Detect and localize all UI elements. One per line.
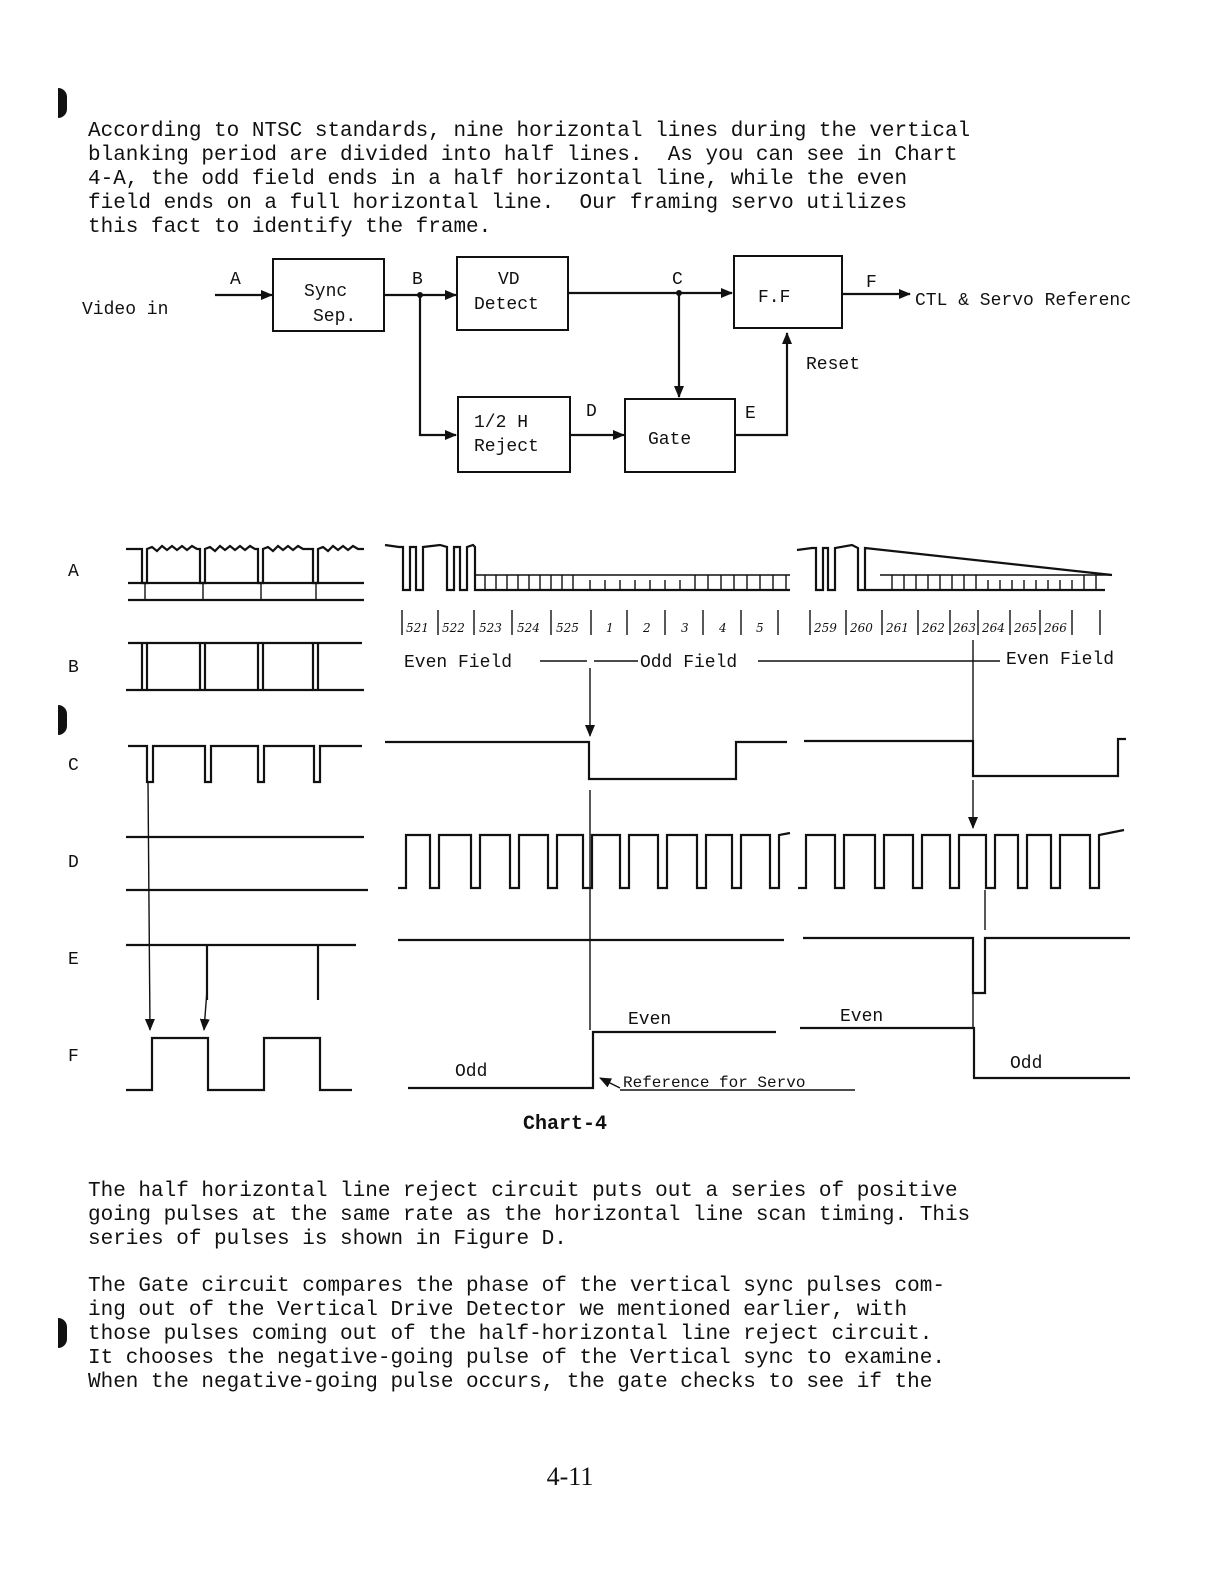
wave-b-left-pulses	[142, 643, 318, 690]
reset-label: Reset	[806, 355, 861, 375]
line-num-522: 522	[442, 621, 465, 635]
node-e-label: E	[745, 404, 756, 424]
vd-detect-label-1: VD	[498, 270, 520, 290]
line-num-265: 265	[1014, 621, 1037, 635]
f-odd-left-label: Odd	[455, 1062, 488, 1082]
wave-c-left	[128, 746, 362, 782]
wave-d-right-1	[398, 833, 790, 888]
reference-arrow	[600, 1078, 620, 1088]
gate-label: Gate	[648, 430, 692, 450]
node-a-label: A	[230, 270, 241, 290]
node-f-label: F	[866, 273, 877, 293]
wire-e-reset	[735, 333, 787, 435]
block-diagram	[82, 256, 1131, 472]
wave-d-right-2	[798, 830, 1124, 888]
line-num-266: 266	[1044, 621, 1067, 635]
paragraph-gate-circuit: The Gate circuit compares the phase of the vertical sync pulses com- ing out of the Vertical Drive Detector we mentioned earlier, with those pulses coming out of the half-horizontal line reject circuit. It chooses the negative-going pulse of the Vertical sync to examine. When the negative-going pulse occurs, the gate checks to see if the	[88, 1275, 945, 1394]
f-even-right-label: Even	[840, 1007, 884, 1027]
intro-paragraph: According to NTSC standards, nine horizontal lines during the vertical blanking period are divided into half lines. As you can see in Chart 4-A, the odd field ends in a half horizontal line, while the even field ends on a full horizontal line. Our framing servo utilizes this fact to identify the frame.	[88, 120, 971, 239]
wave-e-right-2	[803, 938, 1130, 993]
video-in-label: Video in	[82, 300, 169, 320]
line-num-524: 524	[517, 621, 540, 635]
row-label-f: F	[68, 1047, 79, 1067]
line-num-259: 259	[814, 621, 837, 635]
line-num-525: 525	[556, 621, 579, 635]
wave-c-right-1	[385, 742, 787, 779]
node-b-label: B	[412, 270, 423, 290]
wave-a-right-1-ticks	[475, 575, 790, 590]
sync-sep-label-2: Sep.	[313, 307, 357, 327]
node-d-label: D	[586, 402, 597, 422]
sync-sep-label-1: Sync	[304, 282, 348, 302]
line-num-523: 523	[479, 621, 502, 635]
field-even-right-label: Even Field	[1006, 650, 1115, 670]
wave-a-right-2-ticks	[880, 575, 1112, 590]
arrow-e-to-f-2	[204, 990, 207, 1030]
wave-a-right-2	[797, 545, 1112, 590]
ff-label: F.F	[758, 288, 791, 308]
wave-f-right-2	[800, 1028, 1130, 1078]
wave-a-right-1	[385, 545, 790, 590]
output-label: CTL & Servo Referenc	[915, 291, 1132, 311]
chart-caption: Chart-4	[523, 1113, 608, 1136]
line-num-4: 4	[719, 621, 727, 635]
wave-a-left	[126, 546, 364, 583]
row-label-e: E	[68, 950, 79, 970]
reference-label: Reference for Servo	[623, 1074, 806, 1092]
line-num-5: 5	[756, 621, 764, 635]
row-label-d: D	[68, 853, 79, 873]
line-num-521: 521	[406, 621, 429, 635]
line-num-264: 264	[982, 621, 1005, 635]
wire-b-down	[420, 295, 456, 435]
half-h-reject-block	[458, 397, 570, 472]
page-number: 4-11	[546, 1462, 594, 1491]
line-num-1: 1	[606, 621, 614, 635]
wave-c-right-2	[804, 739, 1126, 776]
line-num-260: 260	[850, 621, 873, 635]
f-odd-right-label: Odd	[1010, 1054, 1043, 1074]
paragraph-half-h-reject: The half horizontal line reject circuit puts out a series of positive going pulses at the same rate as the horizontal line scan timing. This series of pulses is shown in Figure D.	[88, 1180, 971, 1251]
wave-f-left	[126, 1038, 352, 1090]
line-num-3: 3	[681, 621, 689, 635]
line-num-263: 263	[953, 621, 976, 635]
row-label-c: C	[68, 756, 79, 776]
line-num-261: 261	[886, 621, 909, 635]
vd-detect-block	[457, 257, 568, 330]
row-label-b: B	[68, 658, 79, 678]
half-h-label-2: Reject	[474, 437, 539, 457]
field-odd-label: Odd Field	[640, 653, 738, 673]
line-num-262: 262	[922, 621, 945, 635]
half-h-label-1: 1/2 H	[474, 413, 529, 433]
arrow-c-to-f-1	[148, 782, 150, 1030]
row-label-a: A	[68, 562, 79, 582]
f-even-mid-label: Even	[628, 1010, 672, 1030]
field-even-left-label: Even Field	[404, 653, 513, 673]
node-c-label: C	[672, 270, 683, 290]
vd-detect-label-2: Detect	[474, 295, 539, 315]
line-num-2: 2	[643, 621, 651, 635]
timing-chart	[68, 545, 1130, 1136]
